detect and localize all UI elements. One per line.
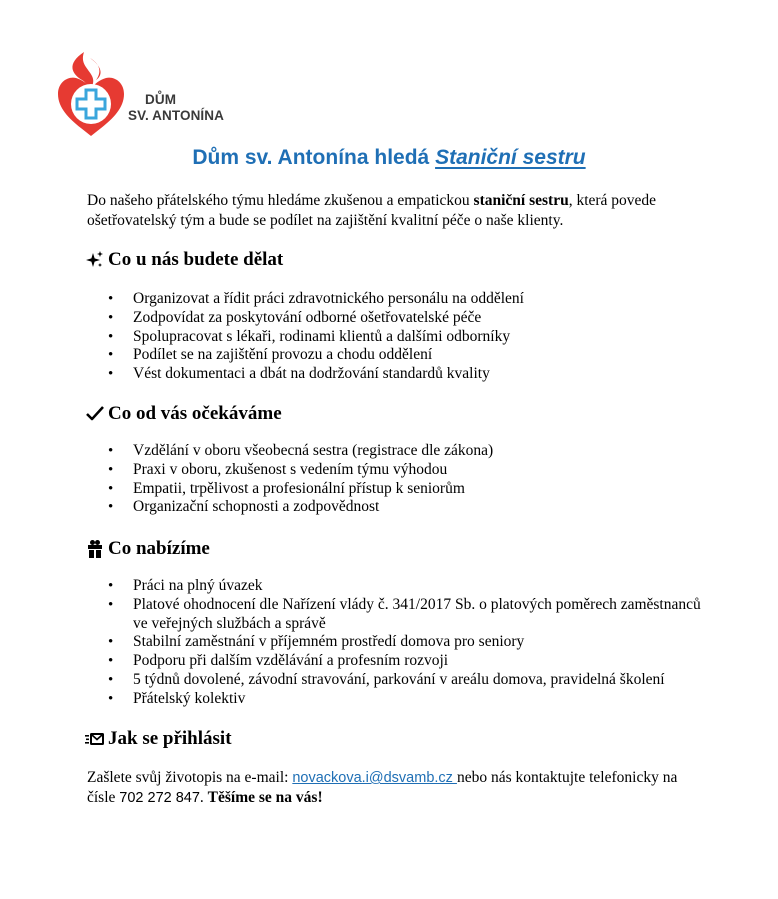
- section-heading-duties: [85, 249, 283, 271]
- section-heading-text: Co u nás budete dělat: [108, 249, 284, 270]
- list-item: • Spolupracovat s lékaři, rodinami klientů a dalšími odborníky: [108, 328, 708, 347]
- requirements-list: [108, 442, 708, 517]
- gift-icon: [85, 539, 105, 559]
- intro-paragraph: [87, 191, 697, 230]
- envelope-icon: [85, 731, 105, 747]
- list-item: • Empatii, trpělivost a profesionální přístup k seniorům: [108, 480, 708, 499]
- page-title: [0, 146, 778, 170]
- heart-cross-logo-icon: [56, 50, 126, 138]
- section-heading-apply: [85, 728, 232, 750]
- sparkles-icon: [85, 250, 105, 270]
- list-item: • Praxi v oboru, zkušenost s vedením týmu výhodou: [108, 461, 708, 480]
- email-link[interactable]: novackova.i@dsvamb.cz: [292, 770, 457, 786]
- title-position: Staniční sestru: [435, 146, 586, 169]
- section-heading-requirements: [85, 403, 282, 425]
- logo-wordmark: [128, 92, 224, 124]
- section-heading-offer: [85, 538, 210, 560]
- list-item: • Práci na plný úvazek: [108, 577, 708, 596]
- list-item: • Vzdělání v oboru všeobecná sestra (registrace dle zákona): [108, 442, 708, 461]
- list-item: • Platové ohodnocení dle Nařízení vlády č. 341/2017 Sb. o platových poměrech zaměstnanců ve veřejných službách a správě: [108, 596, 708, 634]
- intro-text: Do našeho přátelského týmu hledáme zkušenou a empatickou: [87, 192, 474, 209]
- logo-line-1: DŮM: [145, 92, 177, 107]
- list-item: • Stabilní zaměstnání v příjemném prostředí domova pro seniory: [108, 633, 708, 652]
- section-heading-text: Co nabízíme: [108, 538, 210, 559]
- offer-list: [108, 577, 708, 709]
- check-icon: [85, 404, 105, 424]
- closing-text: Těšíme se na vás!: [207, 789, 323, 806]
- contact-text-after: .: [199, 789, 208, 806]
- list-item: • Zodpovídat za poskytování odborné ošetřovatelské péče: [108, 309, 708, 328]
- list-item: • 5 týdnů dovolené, závodní stravování, parkování v areálu domova, pravidelná školení: [108, 671, 708, 690]
- section-heading-text: Jak se přihlásit: [108, 728, 232, 749]
- title-prefix: Dům sv. Antonína hledá: [192, 146, 436, 169]
- phone-number: 702 272 847: [119, 790, 200, 806]
- list-item: • Podílet se na zajištění provozu a chodu oddělení: [108, 346, 708, 365]
- list-item: • Přátelský kolektiv: [108, 690, 708, 709]
- section-heading-text: Co od vás očekáváme: [108, 403, 282, 424]
- contact-text-middle: nebo nás kontaktujte telefonicky na čísle: [87, 769, 678, 806]
- logo: [56, 50, 226, 140]
- intro-bold: staniční sestru: [473, 192, 569, 209]
- intro-text-end: , která povede ošetřovatelský tým a bude se podílet na zajištění kvalitní péče o naše klienty.: [87, 192, 657, 229]
- logo-line-2: SV. ANTONÍNA: [128, 108, 224, 123]
- duties-list: [108, 290, 708, 384]
- contact-paragraph: [87, 768, 707, 808]
- list-item: • Organizovat a řídit práci zdravotnického personálu na oddělení: [108, 290, 708, 309]
- contact-text: Zašlete svůj životopis na e-mail:: [87, 769, 293, 786]
- list-item: • Organizační schopnosti a zodpovědnost: [108, 498, 708, 517]
- list-item: • Vést dokumentaci a dbát na dodržování standardů kvality: [108, 365, 708, 384]
- list-item: • Podporu při dalším vzdělávání a profesním rozvoji: [108, 652, 708, 671]
